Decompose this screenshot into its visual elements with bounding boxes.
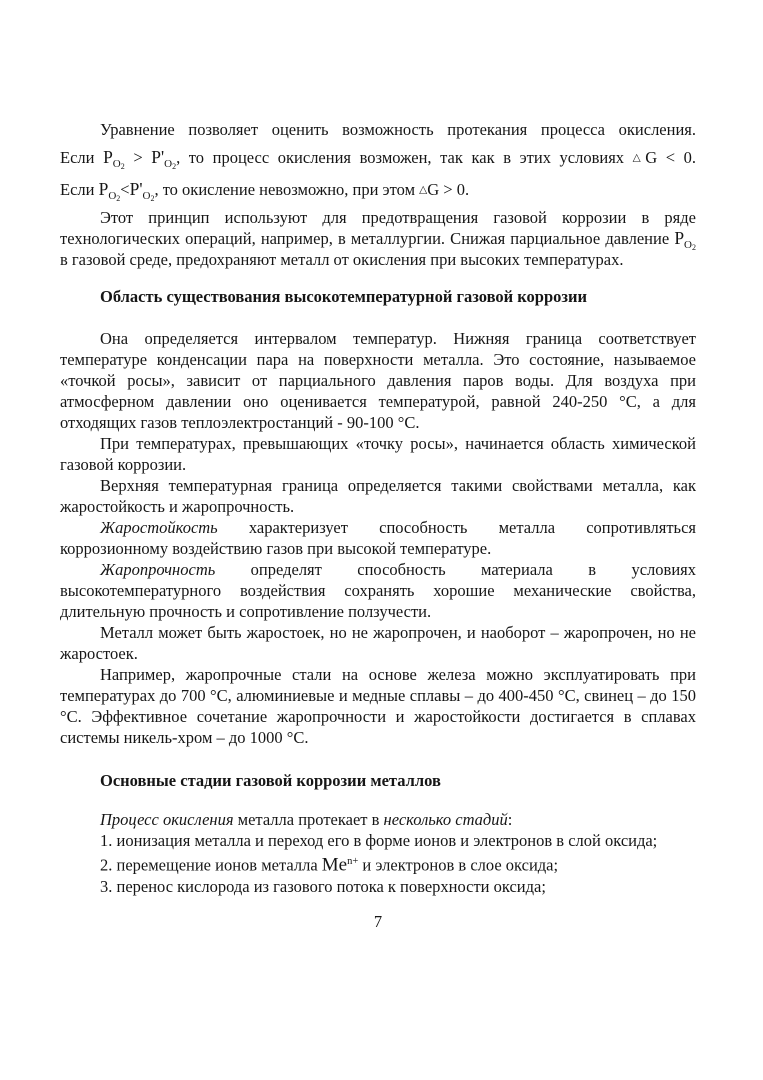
paragraph-text: Этот принцип используют для предотвращения газовой коррозии в ряде технологических операций, например, в металлургии. Снижая парциальное давление — [60, 208, 696, 248]
list-item-stage-1: 1. ионизация металла и переход его в форме ионов и электронов в слой оксида; — [100, 831, 658, 850]
list-item-stage-2 — [60, 851, 696, 876]
section-heading-stages: Основные стадии газовой коррозии металлов — [100, 771, 441, 790]
subscript-o: O — [684, 239, 692, 252]
section-heading-region: Область существования высокотемпературной газовой коррозии — [100, 287, 588, 306]
pressure-prime-symbol: P' — [151, 147, 165, 167]
relation-operator: < — [120, 179, 130, 199]
oxygen-subscript — [142, 190, 154, 202]
oxygen-subscript — [113, 158, 125, 170]
paragraph-upper-boundary: Верхняя температурная граница определяется такими свойствами металла, как жаростойкость и жаропрочность. — [60, 476, 696, 516]
page-number: 7 — [373, 911, 383, 931]
paragraph-stages-intro — [60, 809, 696, 830]
subscript-o: O — [108, 189, 117, 202]
ion-charge-superscript: n+ — [347, 856, 359, 867]
paragraph-text: характеризует способность металла сопротивляться коррозионному воздействию газов при высокой температуре. — [60, 518, 696, 558]
paragraph-high-temp-strength — [60, 559, 696, 622]
paragraph-equation-intro: Уравнение позволяет оценить возможность протекания процесса окисления. — [100, 120, 696, 139]
paragraph-text: в газовой среде, предохраняют металл от окисления при высоких температурах. — [60, 250, 624, 269]
pressure-prime-symbol: P' — [129, 178, 143, 199]
formula-end-text: G > 0. — [427, 179, 470, 199]
formula-prefix: Если — [60, 179, 99, 199]
delta-symbol: △ — [632, 152, 646, 164]
subscript-2: 2 — [120, 162, 125, 172]
paragraph-metal-properties: Металл может быть жаростоек, но не жаропрочен, и наоборот – жаропрочен, но не жаростоек. — [60, 623, 696, 663]
paragraph-text: определят способность материала в условиях высокотемпературного воздействия сохранять хорошие механические свойства, длительную прочность и сопротивление ползучести. — [60, 560, 696, 621]
paragraph-text: металла протекает в — [233, 810, 384, 829]
subscript-o: O — [142, 189, 151, 202]
paragraph-region-definition: Она определяется интервалом температур. Нижняя граница соответствует температуре конденсации пара на поверхности металла. Это состояние, называемое «точкой росы», зависит от парциального давления паров воды. Для воздуха при атмосферном давлении оно оценивается температурой, равной 240-250 °С, а для отходящих газов теплоэлектростанций - 90-100 °С. — [60, 329, 696, 432]
pressure-symbol: P — [98, 178, 109, 199]
pressure-symbol: P — [103, 147, 113, 167]
oxygen-subscript — [164, 158, 176, 170]
formula-oxidation-possible — [60, 144, 696, 172]
subscript-2: 2 — [692, 243, 696, 253]
delta-symbol: △ — [419, 184, 428, 195]
oxygen-subscript — [684, 239, 696, 251]
subscript-o: O — [164, 158, 173, 171]
term-zharostoikost: Жаростойкость — [100, 518, 218, 537]
list-item-text: и электронов в слое оксида; — [358, 855, 559, 875]
pressure-symbol: P — [674, 228, 685, 248]
subscript-2: 2 — [116, 193, 121, 203]
term-zharoprochnost: Жаропрочность — [100, 560, 216, 579]
list-item-text: 2. перемещение ионов металла — [100, 855, 322, 875]
subscript-2: 2 — [172, 162, 177, 172]
subscript-2: 2 — [150, 193, 155, 203]
relation-operator: > — [124, 148, 152, 167]
oxygen-subscript — [108, 190, 120, 202]
paragraph-example-temperatures: Например, жаропрочные стали на основе железа можно эксплуатировать при температурах до 700 °С, алюминиевые и медные сплавы – до 400-450 °С, свинец – до 150 °С. Эффективное сочетание жаропрочности и жаростойкости достигается в сплавах системы никель-хром – до 1000 °С. — [60, 665, 696, 747]
paragraph-heat-resistance — [60, 517, 696, 559]
formula-middle-text: , то процесс окисления возможен, так как в этих условиях — [176, 148, 633, 167]
subscript-o: O — [112, 158, 121, 171]
formula-prefix: Если — [60, 148, 104, 167]
formula-oxidation-impossible — [60, 176, 696, 204]
paragraph-text: : — [507, 810, 513, 829]
paragraph-dew-point: При температурах, превышающих «точку росы», начинается область химической газовой коррозии. — [60, 434, 696, 474]
paragraph-principle — [60, 207, 696, 270]
metal-ion-symbol: Me — [321, 854, 348, 876]
formula-end-text: G < 0. — [645, 148, 696, 167]
term-oxidation-process: Процесс окисления — [100, 810, 234, 829]
list-item-stage-3: 3. перенос кислорода из газового потока к поверхности оксида; — [100, 876, 546, 896]
page-text-block — [60, 119, 696, 932]
formula-middle-text: , то окисление невозможно, при этом — [154, 179, 420, 199]
term-several-stages: несколько стадий — [383, 810, 508, 829]
